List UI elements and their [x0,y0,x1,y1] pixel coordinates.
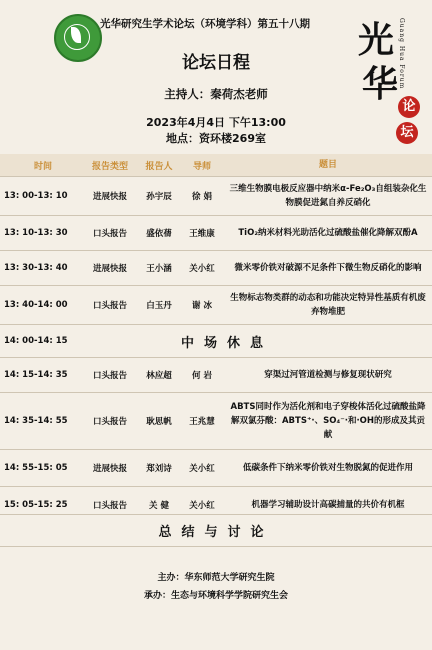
row-time: 15: 05-15: 25 [4,500,68,510]
row-reporter: 白玉丹 [146,301,172,311]
brand-calligraphy [358,12,428,152]
row-title: 穿渠过河管道检测与修复现状研究 [264,370,392,380]
header-type: 报告类型 [91,161,128,172]
summary-heading: 总结与讨论 [0,514,432,547]
row-time: 14: 55-15: 05 [4,463,68,473]
table-row [0,215,432,250]
row-reporter: 孙宇辰 [146,192,172,202]
row-time: 13: 10-13: 30 [4,228,68,238]
row-type: 口头报告 [92,501,127,511]
forum-title: 光华研究生学术论坛（环境学科）第五十八期 [100,18,310,30]
row-title: ABTS同时作为活化剂和电子穿梭体活化过硫酸盐降解双氯芬酸：ABTS⁺·、SO₄⁻·和·OH的形成及其贡献 [230,402,426,440]
row-title: 低碳条件下纳米零价铁对生物脱氮的促进作用 [242,463,413,473]
page-title: 论坛日程 [182,53,250,73]
stamp-tan: 坛 [396,122,418,144]
table-row [0,176,432,215]
table-header [0,154,432,176]
row-reporter: 关 健 [149,501,169,511]
break-label: 中场休息 [180,335,273,351]
venue: 地点：资环楼269室 [166,132,266,145]
row-reporter: 耿思帆 [146,417,172,427]
row-supervisor: 关小红 [189,501,215,511]
row-supervisor: 关小红 [189,464,215,474]
row-supervisor: 谢 冰 [192,301,212,311]
brand-char-hua: 华 [362,63,399,105]
row-supervisor: 王维康 [189,229,215,239]
row-type: 口头报告 [92,229,127,239]
host: 主持人：秦荷杰老师 [164,87,268,101]
row-reporter: 盛依蒨 [146,229,172,239]
header-time: 时间 [33,161,52,172]
row-supervisor: 何 岩 [192,371,212,381]
row-type: 口头报告 [92,371,127,381]
row-type: 进展快报 [92,192,127,202]
header-supervisor: 导师 [192,161,211,172]
row-title: 机器学习辅助设计高碳捕量的共价有机框 [251,500,405,510]
table-row [0,392,432,449]
table-row [0,449,432,486]
datetime: 2023年4月4日 下午13:00 [146,116,286,129]
row-reporter: 林应超 [146,371,172,381]
row-type: 口头报告 [92,301,127,311]
row-type: 口头报告 [92,417,127,427]
row-supervisor: 关小红 [189,264,215,274]
row-title: 生物标志物类群的动态和功能决定特异性基质有机废弃物堆肥 [230,293,426,317]
row-type: 进展快报 [92,264,127,274]
brand-english: Guang Hua Forum [398,18,405,90]
header-title: 题目 [318,160,337,170]
schedule-table [0,154,432,523]
table-row [0,285,432,324]
row-reporter: 郑刘诗 [146,464,172,474]
row-time: 13: 40-14: 00 [4,300,68,310]
table-row [0,357,432,392]
organizer: 主办：华东师范大学研究生院 [157,573,275,583]
stamp-lun: 论 [398,96,420,118]
row-supervisor: 王兆慧 [189,417,215,427]
row-type: 进展快报 [92,464,127,474]
row-time: 13: 00-13: 10 [4,191,68,201]
row-title: TiO₂纳米材料光助活化过硫酸盐催化降解双酚A [238,228,418,238]
break-time: 14: 00-14: 15 [4,336,68,346]
break-row [0,324,432,357]
brand-char-guang: 光 [358,19,395,61]
header-reporter: 报告人 [145,161,173,172]
row-time: 14: 15-14: 35 [4,370,68,380]
row-reporter: 王小涵 [146,264,172,274]
undertaker: 承办：生态与环境科学学院研究生会 [143,591,288,601]
row-supervisor: 徐 娟 [192,192,212,202]
row-title: 三维生物膜电极反应器中纳米α-Fe₂O₃自组装杂化生物膜促进氮自养反硝化 [229,184,427,208]
row-time: 14: 35-14: 55 [4,416,68,426]
row-title: 微米零价铁对破源不足条件下微生物反硝化的影响 [234,263,422,273]
row-time: 13: 30-13: 40 [4,263,68,273]
table-row [0,250,432,285]
